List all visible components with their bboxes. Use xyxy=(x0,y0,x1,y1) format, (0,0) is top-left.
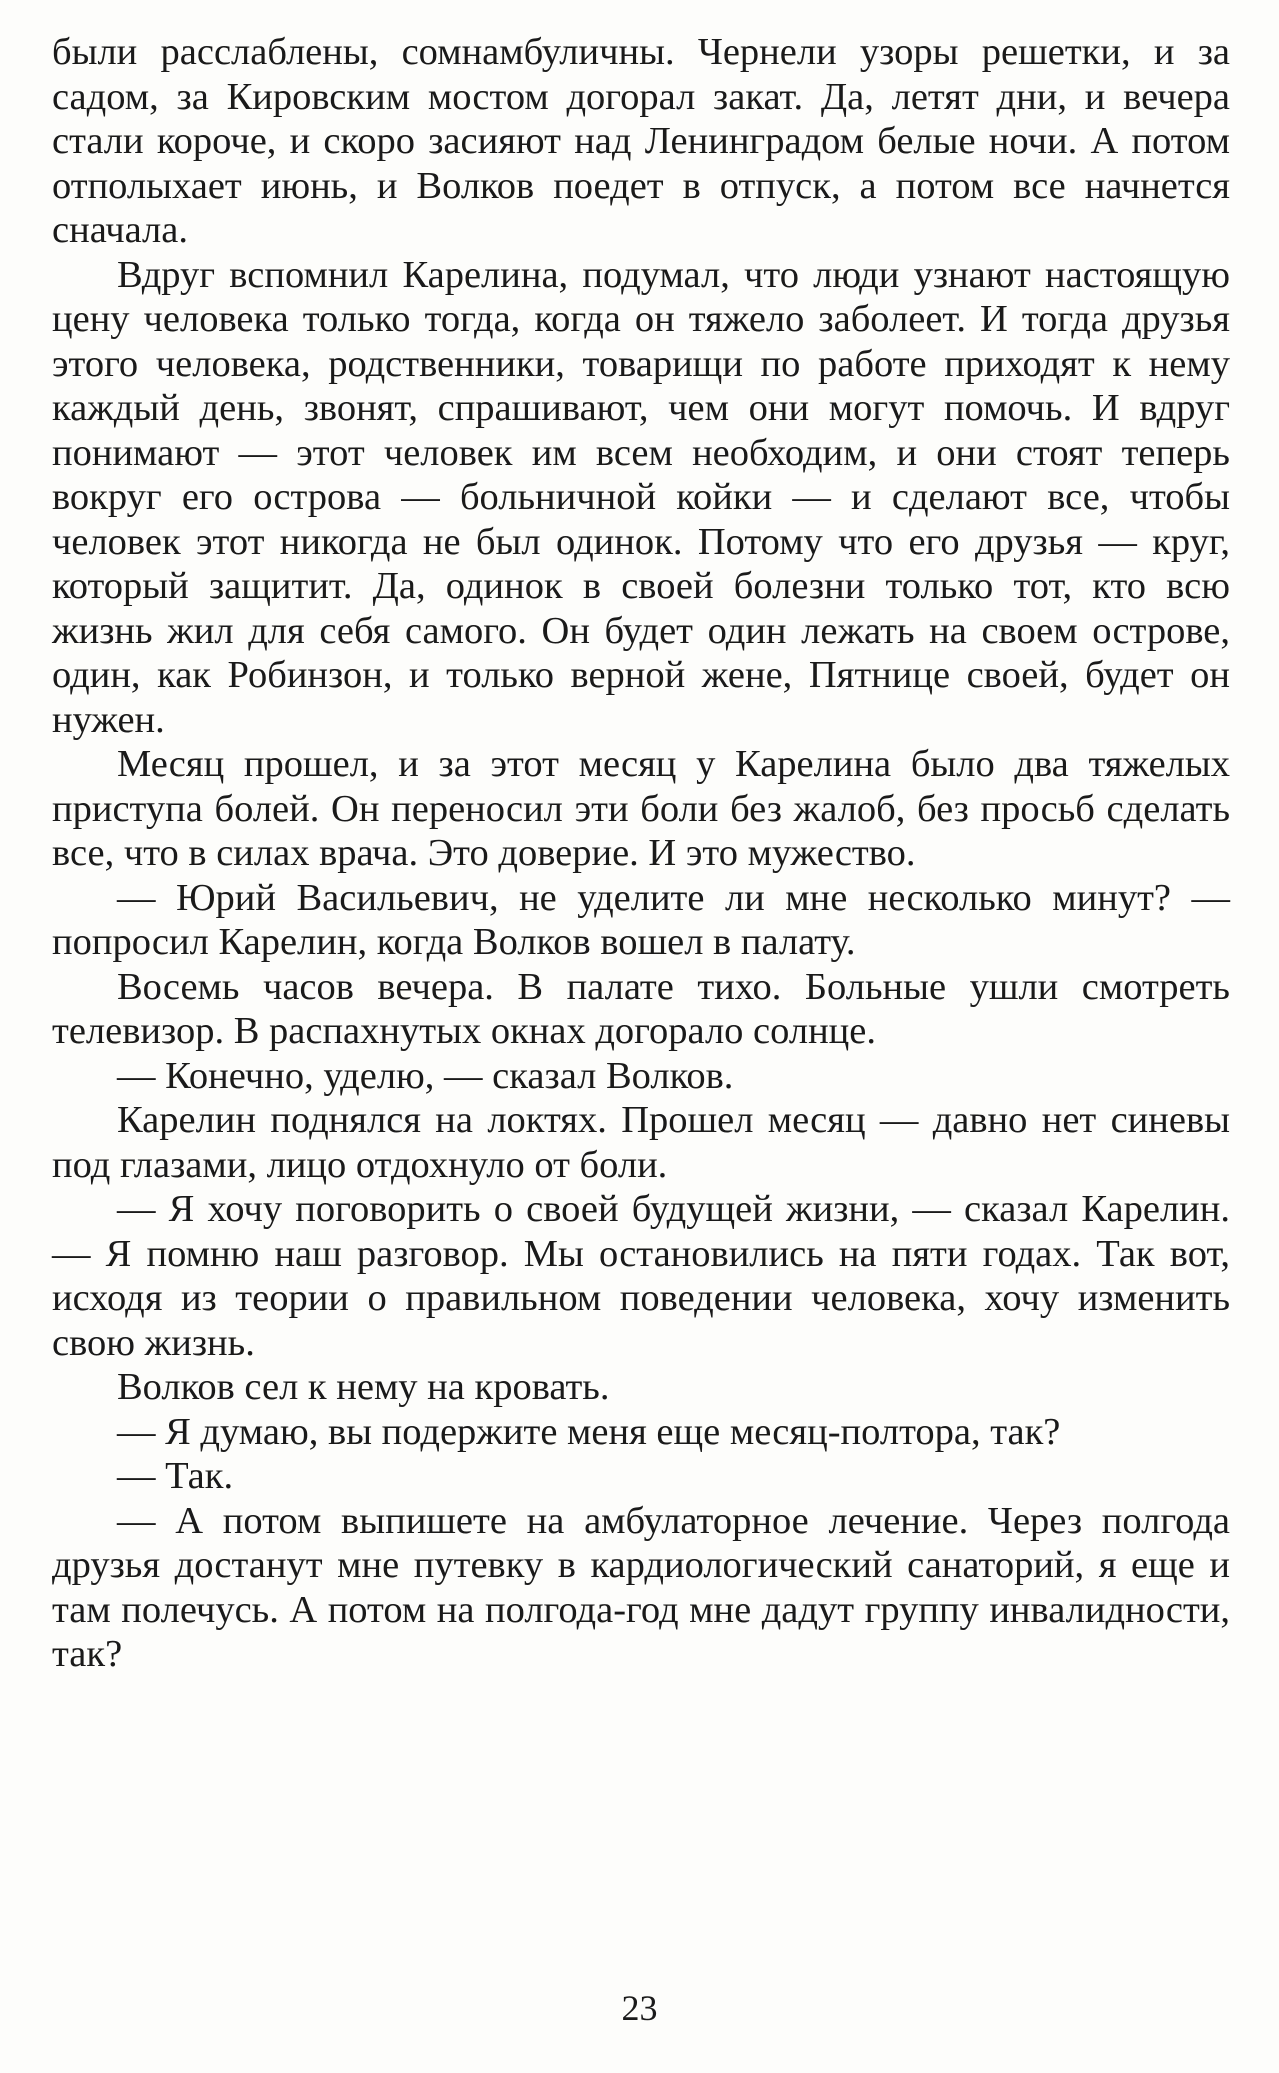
paragraph-9: Волков сел к нему на кровать. xyxy=(117,1366,610,1408)
paragraph-1: были расслаблены, сомнамбуличны. Чернели узоры решетки, и за садом, за Кировским мостом догорал закат. Да, летят дни, и вечера стали короче, и скоро засияют над Ленинградом белые ночи. А потом отполыхает июнь, и Волков поедет в отпуск, а потом все начнется сначала. xyxy=(52,31,1230,251)
paragraph-12: — А потом выпишете на амбулаторное лечение. Через полгода друзья достанут мне путевку в кардиологический санаторий, я еще и там полечусь. А потом на полгода-год мне дадут группу инвалидности, так? xyxy=(52,1499,1230,1675)
page-number: 23 xyxy=(621,1988,658,2028)
paragraph-11: — Так. xyxy=(117,1455,234,1497)
paragraph-6: — Конечно, уделю, — сказал Волков. xyxy=(117,1054,734,1097)
paragraph-2: Вдруг вспомнил Карелина, подумал, что люди узнают настоящую цену человека только тогда, когда он тяжело заболеет. И тогда друзья этого человека, родственники, товарищи по работе приходят к нему каждый день, звонят, спрашивают, чем они могут помочь. И вдруг понимают — этот человек им всем необходим, и они стоят теперь вокруг его острова — больничной койки — и сделают все, чтобы человек этот никогда не был одинок. Потому что его друзья — круг, который защитит. Да, одинок в своей болезни только тот, кто всю жизнь жил для себя самого. Он будет один лежать на своем острове, один, как Робинзон, и только верной жене, Пятнице своей, будет он нужен. xyxy=(52,253,1230,741)
paragraph-7: Карелин поднялся на локтях. Прошел месяц — давно нет синевы под глазами, лицо отдохнуло от боли. xyxy=(52,1099,1230,1186)
paragraph-5: Восемь часов вечера. В палате тихо. Больные ушли смотреть телевизор. В распахнутых окнах догорало солнце. xyxy=(52,965,1230,1052)
paragraph-10: — Я думаю, вы подержите меня еще месяц-полтора, так? xyxy=(117,1410,1061,1453)
paragraph-3: Месяц прошел, и за этот месяц у Карелина было два тяжелых приступа болей. Он переносил эти боли без жалоб, без просьб сделать все, что в силах врача. Это доверие. И это мужество. xyxy=(52,743,1230,874)
paragraph-8: — Я хочу поговорить о своей будущей жизни, — сказал Карелин. — Я помню наш разговор. Мы остановились на пяти годах. Так вот, исходя из теории о правильном поведении человека, хочу изменить свою жизнь. xyxy=(52,1188,1230,1364)
paragraph-4: — Юрий Васильевич, не уделите ли мне несколько минут? — попросил Карелин, когда Волков вошел в палату. xyxy=(52,876,1230,963)
body-text xyxy=(52,30,1230,1677)
